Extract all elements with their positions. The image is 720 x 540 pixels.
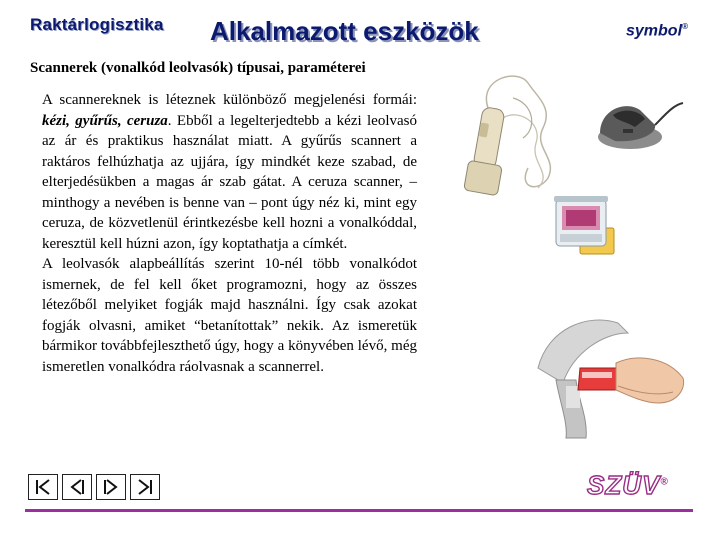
previous-slide-icon	[68, 479, 86, 495]
next-slide-icon	[102, 479, 120, 495]
term-ceruza: ceruza	[126, 112, 168, 129]
body-text	[42, 90, 417, 377]
page-title: Alkalmazott eszközök	[210, 16, 479, 46]
brand-raktarlogisztika: Raktárlogisztika	[30, 15, 164, 34]
szuv-logo: SZÜV®	[587, 470, 669, 500]
paragraph-programming: A leolvasók alapbeállítás szerint 10-nél több vonalkódot ismernek, de fel kell őket programozni, hogy az összes létezőből melyiket fogják majd használni. Így csak azokat fogják olvasni, amiket “betanítottak” nekik. Az ismeretük bármikor továbbfejleszthető úgy, hogy a könyvében lévő, még ismeretlen vonalkódra ráolvasnak a scannerrel.	[42, 256, 417, 375]
slide-navigation	[28, 474, 160, 500]
footer-divider	[25, 509, 693, 512]
slide-subtitle: Scannerek (vonalkód leolvasók) típusai, paraméterei	[30, 60, 366, 76]
term-gyurus: gyűrűs,	[75, 112, 122, 129]
szuv-logo-text: SZÜV	[587, 470, 661, 500]
last-slide-button[interactable]	[130, 474, 160, 500]
p1-intro: A scannereknek is léteznek különböző megjelenési formái:	[42, 92, 417, 108]
stand-scanner-image	[585, 85, 685, 155]
term-kezi: kézi,	[42, 112, 70, 129]
next-slide-button[interactable]	[96, 474, 126, 500]
first-slide-button[interactable]	[28, 474, 58, 500]
symbol-logo-text: symbol	[626, 22, 683, 40]
p1-rest: . Ebből a legelterjedtebb a kézi leolvasó az ár és praktikus használat miatt. A gyűrűs scannert a raktáros felhúzhatja az ujjára, így mindkét keze szabad, de elterjedésükben a magas ár szab gátat. A ceruza scanner, – minthogy a nevében is benne van – pont úgy néz ki, mint egy ceruza, de közvetlenül érintkezésbe kell hozni a vonalkóddal, keresztül kell húzni azon, így koptathatja a címkét.	[42, 112, 417, 252]
can-scan-image	[508, 308, 688, 448]
symbol-logo: symbol®	[626, 22, 688, 40]
previous-slide-button[interactable]	[62, 474, 92, 500]
paragraph-scanner-types	[42, 90, 417, 254]
handheld-scanner-image	[458, 68, 568, 203]
first-slide-icon	[34, 479, 52, 495]
terminal-scanner-image	[550, 190, 620, 262]
last-slide-icon	[136, 479, 154, 495]
